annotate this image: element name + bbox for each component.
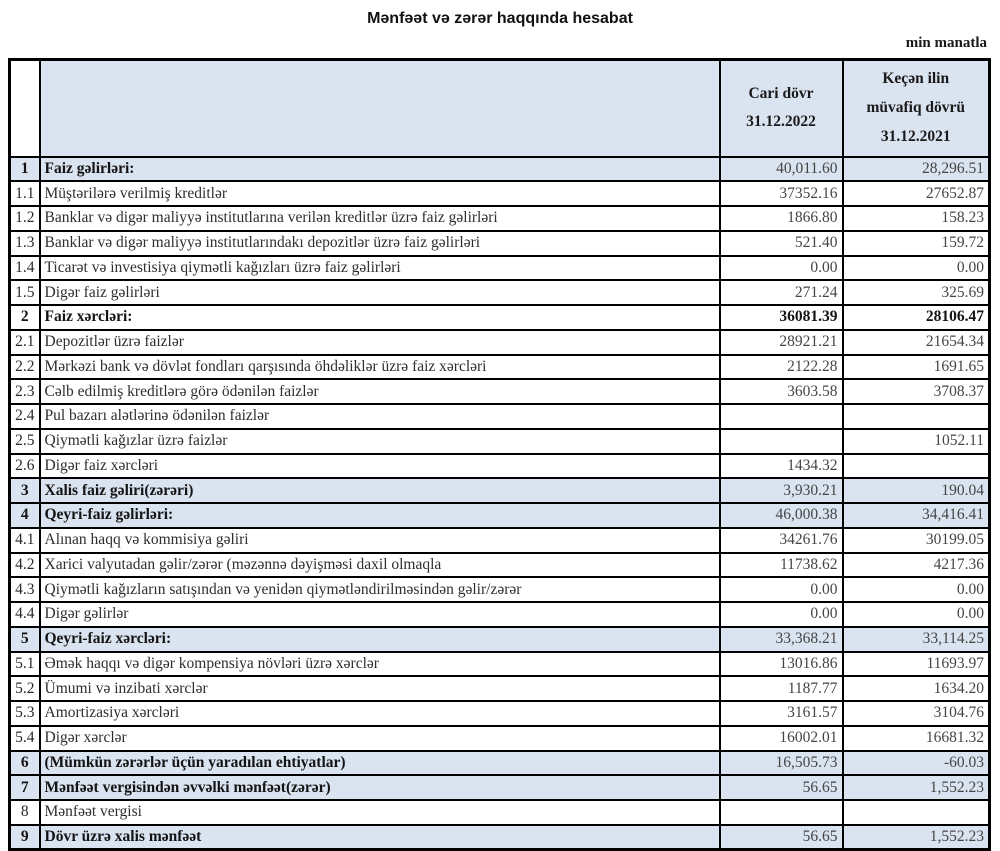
row-number: 5.4 xyxy=(10,726,40,751)
table-row xyxy=(10,553,990,578)
page-title: Mənfəət və zərər haqqında hesabat xyxy=(367,10,633,27)
row-number: 9 xyxy=(10,825,40,850)
value-current-period: 3,930.21 xyxy=(720,478,843,503)
value-current-period: 11738.62 xyxy=(720,553,843,578)
value-previous-period: 1634.20 xyxy=(843,676,990,701)
row-number: 7 xyxy=(10,775,40,800)
value-previous-period: 0.00 xyxy=(843,602,990,627)
row-label: Digər faiz xərcləri xyxy=(40,454,720,479)
table-row xyxy=(10,206,990,231)
value-previous-period: 21654.34 xyxy=(843,330,990,355)
value-previous-period: 1,552.23 xyxy=(843,825,990,850)
row-number: 8 xyxy=(10,800,40,825)
value-current-period: 16002.01 xyxy=(720,726,843,751)
table-body xyxy=(10,157,990,850)
row-label: Digər gəlirlər xyxy=(40,602,720,627)
previous-period-label-1: Keçən ilin xyxy=(882,70,950,88)
value-current-period: 16,505.73 xyxy=(720,751,843,776)
table-row xyxy=(10,577,990,602)
row-label: Amortizasiya xərcləri xyxy=(40,701,720,726)
value-current-period: 2122.28 xyxy=(720,355,843,380)
value-previous-period: 0.00 xyxy=(843,256,990,281)
table-row xyxy=(10,157,990,182)
table-row xyxy=(10,800,990,825)
table-row xyxy=(10,454,990,479)
table-row xyxy=(10,305,990,330)
table-row xyxy=(10,478,990,503)
row-label: Xalis faiz gəliri(zərəri) xyxy=(40,478,720,503)
value-current-period: 40,011.60 xyxy=(720,157,843,182)
row-label: Digər xərclər xyxy=(40,726,720,751)
value-current-period: 13016.86 xyxy=(720,652,843,677)
row-number: 1.1 xyxy=(10,181,40,206)
row-label: Pul bazarı alətlərinə ödənilən faizlər xyxy=(40,404,720,429)
value-current-period: 1866.80 xyxy=(720,206,843,231)
row-number: 2.2 xyxy=(10,355,40,380)
row-number: 1.2 xyxy=(10,206,40,231)
row-number: 5.3 xyxy=(10,701,40,726)
row-label: Faiz gəlirləri: xyxy=(40,157,720,182)
value-previous-period: 30199.05 xyxy=(843,528,990,553)
value-current-period: 33,368.21 xyxy=(720,627,843,652)
value-current-period: 28921.21 xyxy=(720,330,843,355)
value-previous-period: 33,114.25 xyxy=(843,627,990,652)
value-previous-period: 0.00 xyxy=(843,577,990,602)
value-previous-period: 4217.36 xyxy=(843,553,990,578)
value-previous-period: 16681.32 xyxy=(843,726,990,751)
row-number: 2.5 xyxy=(10,429,40,454)
row-number: 3 xyxy=(10,478,40,503)
value-previous-period: 1691.65 xyxy=(843,355,990,380)
value-current-period: 37352.16 xyxy=(720,181,843,206)
table-row xyxy=(10,429,990,454)
value-previous-period: 1,552.23 xyxy=(843,775,990,800)
table-row xyxy=(10,280,990,305)
row-label: Xarici valyutadan gəlir/zərər (məzənnə dəyişməsi daxil olmaqla xyxy=(40,553,720,578)
value-previous-period: 158.23 xyxy=(843,206,990,231)
row-label: Qeyri-faiz gəlirləri: xyxy=(40,503,720,528)
row-label: Banklar və digər maliyyə institutlarındakı depozitlər üzrə faiz gəlirləri xyxy=(40,231,720,256)
row-number: 5.2 xyxy=(10,676,40,701)
row-number: 1.3 xyxy=(10,231,40,256)
row-number: 5 xyxy=(10,627,40,652)
table-row xyxy=(10,676,990,701)
table-row xyxy=(10,701,990,726)
value-current-period: 56.65 xyxy=(720,775,843,800)
table-row xyxy=(10,181,990,206)
row-number: 4.1 xyxy=(10,528,40,553)
row-label: Digər faiz gəlirləri xyxy=(40,280,720,305)
value-current-period xyxy=(720,404,843,429)
value-current-period: 1187.77 xyxy=(720,676,843,701)
header-cell-description xyxy=(40,60,720,157)
value-current-period: 0.00 xyxy=(720,256,843,281)
table-row xyxy=(10,355,990,380)
row-number: 2.3 xyxy=(10,379,40,404)
value-current-period: 0.00 xyxy=(720,577,843,602)
header-cell-previous-period xyxy=(843,60,990,157)
table-row xyxy=(10,379,990,404)
value-current-period: 36081.39 xyxy=(720,305,843,330)
row-number: 1.4 xyxy=(10,256,40,281)
value-previous-period: 34,416.41 xyxy=(843,503,990,528)
current-period-date: 31.12.2022 xyxy=(746,113,816,131)
row-label: Qiymətli kağızların satışından və yenidən qiymətləndirilməsindən gəlir/zərər xyxy=(40,577,720,602)
row-number: 5.1 xyxy=(10,652,40,677)
value-previous-period: 159.72 xyxy=(843,231,990,256)
row-label: Əmək haqqı və digər kompensiya növləri üzrə xərclər xyxy=(40,652,720,677)
current-period-label: Cari dövr xyxy=(748,84,814,102)
value-previous-period: -60.03 xyxy=(843,751,990,776)
previous-period-date: 31.12.2021 xyxy=(880,127,951,145)
row-label: Depozitlər üzrə faizlər xyxy=(40,330,720,355)
row-label: Qeyri-faiz xərcləri: xyxy=(40,627,720,652)
value-previous-period: 11693.97 xyxy=(843,652,990,677)
table-row xyxy=(10,602,990,627)
row-number: 2.1 xyxy=(10,330,40,355)
value-current-period: 271.24 xyxy=(720,280,843,305)
row-label: Banklar və digər maliyyə institutlarına verilən kreditlər üzrə faiz gəlirləri xyxy=(40,206,720,231)
row-number: 4 xyxy=(10,503,40,528)
table-row xyxy=(10,256,990,281)
table-header-row xyxy=(10,60,990,157)
row-number: 4.3 xyxy=(10,577,40,602)
value-current-period: 0.00 xyxy=(720,602,843,627)
table-row xyxy=(10,652,990,677)
row-label: Alınan haqq və kommisiya gəliri xyxy=(40,528,720,553)
value-current-period: 46,000.38 xyxy=(720,503,843,528)
value-current-period: 3603.58 xyxy=(720,379,843,404)
profit-loss-table xyxy=(8,58,991,851)
table-row xyxy=(10,330,990,355)
value-previous-period xyxy=(843,404,990,429)
value-previous-period xyxy=(843,800,990,825)
table-row xyxy=(10,404,990,429)
row-label: Qiymətli kağızlar üzrə faizlər xyxy=(40,429,720,454)
row-number: 4.4 xyxy=(10,602,40,627)
table-row xyxy=(10,231,990,256)
table-row xyxy=(10,726,990,751)
previous-period-label-2: müvafiq dövrü xyxy=(866,98,966,116)
header-cell-current-period xyxy=(720,60,843,157)
table-row xyxy=(10,627,990,652)
value-current-period: 521.40 xyxy=(720,231,843,256)
value-previous-period xyxy=(843,454,990,479)
row-label: Dövr üzrə xalis mənfəət xyxy=(40,825,720,850)
value-previous-period: 28,296.51 xyxy=(843,157,990,182)
row-number: 2.4 xyxy=(10,404,40,429)
value-previous-period: 3104.76 xyxy=(843,701,990,726)
row-number: 1 xyxy=(10,157,40,182)
row-label: Müştərilərə verilmiş kreditlər xyxy=(40,181,720,206)
value-current-period: 34261.76 xyxy=(720,528,843,553)
row-label: Ticarət və investisiya qiymətli kağızları üzrə faiz gəlirləri xyxy=(40,256,720,281)
table-row xyxy=(10,775,990,800)
table-row xyxy=(10,503,990,528)
value-current-period xyxy=(720,800,843,825)
value-current-period: 1434.32 xyxy=(720,454,843,479)
value-previous-period: 190.04 xyxy=(843,478,990,503)
value-previous-period: 27652.87 xyxy=(843,181,990,206)
row-label: Ümumi və inzibati xərclər xyxy=(40,676,720,701)
table-row xyxy=(10,528,990,553)
row-label: Mənfəət vergisi xyxy=(40,800,720,825)
row-label: Mərkəzi bank və dövlət fondları qarşısında öhdəliklər üzrə faiz xərcləri xyxy=(40,355,720,380)
row-label: Faiz xərcləri: xyxy=(40,305,720,330)
header-cell-index xyxy=(10,60,40,157)
row-number: 2 xyxy=(10,305,40,330)
value-previous-period: 28106.47 xyxy=(843,305,990,330)
value-current-period: 56.65 xyxy=(720,825,843,850)
row-number: 2.6 xyxy=(10,454,40,479)
value-previous-period: 325.69 xyxy=(843,280,990,305)
value-current-period xyxy=(720,429,843,454)
table-row xyxy=(10,751,990,776)
row-label: Cəlb edilmiş kreditlərə görə ödənilən faizlər xyxy=(40,379,720,404)
row-number: 6 xyxy=(10,751,40,776)
row-number: 4.2 xyxy=(10,553,40,578)
value-previous-period: 3708.37 xyxy=(843,379,990,404)
table-row xyxy=(10,825,990,850)
row-label: (Mümkün zərərlər üçün yaradılan ehtiyatlar) xyxy=(40,751,720,776)
value-current-period: 3161.57 xyxy=(720,701,843,726)
unit-note: min manatla xyxy=(905,35,987,51)
row-number: 1.5 xyxy=(10,280,40,305)
value-previous-period: 1052.11 xyxy=(843,429,990,454)
row-label: Mənfəət vergisindən əvvəlki mənfəət(zərər) xyxy=(40,775,720,800)
